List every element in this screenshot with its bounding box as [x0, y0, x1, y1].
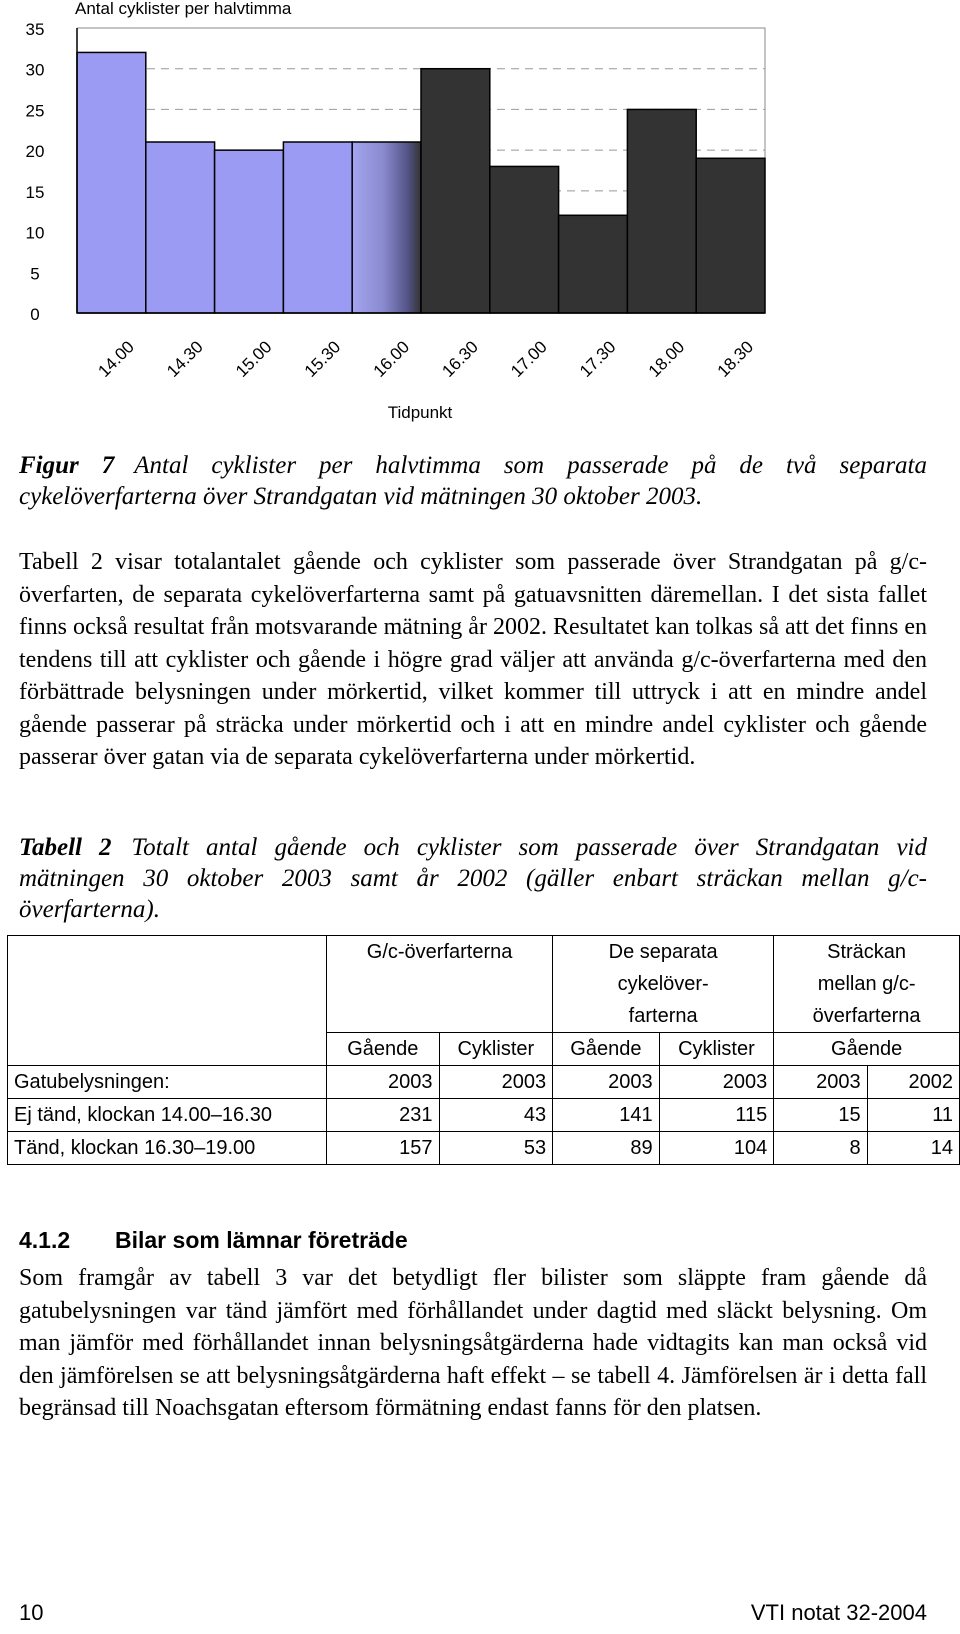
bar [215, 150, 284, 313]
sub-header: Gående [553, 1033, 660, 1066]
table-row [8, 1066, 960, 1099]
table-corner-cell [8, 936, 327, 1033]
group-header-separata: De separata cykelöver- farterna [553, 936, 774, 1033]
cell: 43 [439, 1099, 553, 1132]
cell: 8 [774, 1132, 867, 1165]
table-caption [19, 832, 927, 925]
section-number: 4.1.2 [19, 1227, 71, 1253]
x-tick-label: 18.30 [713, 337, 758, 381]
y-tick-label: 25 [25, 101, 45, 121]
group-header-strackan: Sträckan mellan g/c- överfarterna [774, 936, 960, 1033]
cell: 104 [659, 1132, 774, 1165]
y-tick-label: 5 [30, 264, 40, 284]
body-paragraph-1: Tabell 2 visar totalantalet gående och cyklister som passerade över Strandgatan på g/c-överfarten, de separata cykelöverfarterna samt på gatuavsnitten däremellan. I det sista fallet finns också resultat från motsvarande mätning år 2002. Resultatet kan tolkas så att det finns en tendens till att cyklister och gående i högre grad väljer att använda g/c-överfarterna med den förbättrade belysningen under mörkertid, vilket kommer till uttryck i att en mindre andel gående passerar på sträcka under mörkertid och i att en mindre andel cyklister och gående passerar över gatan via de separata cykelöverfarterna under mörkertid. [19, 549, 927, 770]
cell: 2003 [659, 1066, 774, 1099]
row-label: Gatubelysningen: [8, 1066, 327, 1099]
y-tick-label: 30 [25, 60, 45, 80]
x-tick-label: 14.30 [163, 337, 207, 381]
sub-header: Cyklister [659, 1033, 774, 1066]
cell: 2003 [774, 1066, 867, 1099]
bar [627, 109, 696, 313]
cell: 2003 [553, 1066, 660, 1099]
row-label: Tänd, klockan 16.30–19.00 [8, 1132, 327, 1165]
cell: 2003 [327, 1066, 439, 1099]
table-row [8, 1099, 960, 1132]
x-tick-label: 16.00 [369, 337, 414, 381]
group-header-gc: G/c-överfarterna [327, 936, 553, 1033]
y-tick-label: 0 [30, 305, 40, 324]
cell: 89 [553, 1132, 660, 1165]
cell: 2003 [439, 1066, 553, 1099]
bar [146, 142, 215, 313]
bar [77, 52, 146, 313]
cell: 15 [774, 1099, 867, 1132]
bar [352, 142, 421, 313]
table-label: Tabell 2 [19, 834, 112, 861]
table-subheader-blank [8, 1033, 327, 1066]
body-paragraph-2: Som framgår av tabell 3 var det betydligt fler bilister som släppte fram gående då gatubelysningen var tänd jämfört med förhållandet under dagtid med släckt belysning. Om man jämför med förhållandet innan belysningsåtgärderna hade vidtagits kan man också vid den jämförelsen se att belysningsåtgärderna haft effekt – se tabell 4. Jämförelsen är i detta fall begränsad till Noachsgatan eftersom förmätning endast fanns för den platsen. [19, 1265, 927, 1421]
section-title: Bilar som lämnar företräde [115, 1227, 408, 1253]
x-tick-label: 17.00 [507, 337, 551, 381]
sub-header: Gående [774, 1033, 960, 1066]
y-tick-label: 20 [25, 142, 45, 162]
bar [421, 69, 490, 313]
section-heading [19, 1227, 408, 1254]
row-label: Ej tänd, klockan 14.00–16.30 [8, 1099, 327, 1132]
y-tick-label: 10 [25, 223, 45, 243]
x-tick-label: 18.00 [644, 337, 689, 381]
cell: 115 [659, 1099, 774, 1132]
y-tick-label: 35 [25, 20, 45, 39]
y-tick-label: 15 [25, 182, 45, 202]
x-axis-label: Tidpunkt [387, 403, 453, 422]
x-tick-label: 17.30 [575, 337, 620, 381]
cell: 53 [439, 1132, 553, 1165]
chart-title: Antal cyklister per halvtimma [75, 0, 292, 18]
cell: 231 [327, 1099, 439, 1132]
cell: 157 [327, 1132, 439, 1165]
sub-header: Gående [327, 1033, 439, 1066]
cell: 11 [867, 1099, 959, 1132]
publication-id: VTI notat 32-2004 [750, 1600, 927, 1625]
bar-chart [0, 0, 960, 430]
figure-text: Antal cyklister per halvtimma som passerade på de två separata cykelöverfarterna över Strandgatan vid mätningen 30 oktober 2003. [19, 452, 927, 510]
x-tick-label: 15.00 [231, 337, 276, 381]
table-group-header-row [8, 936, 960, 1033]
bar [283, 142, 352, 313]
cell: 14 [867, 1132, 959, 1165]
x-tick-label: 16.30 [438, 337, 482, 381]
page-number: 10 [19, 1600, 44, 1625]
figure-label: Figur 7 [19, 452, 115, 479]
x-tick-label: 14.00 [94, 337, 138, 381]
table-sub-header-row [8, 1033, 960, 1066]
bar [696, 158, 765, 313]
cell: 141 [553, 1099, 660, 1132]
results-table [7, 935, 960, 1165]
table-row [8, 1132, 960, 1165]
sub-header: Cyklister [439, 1033, 553, 1066]
table-caption-text: Totalt antal gående och cyklister som passerade över Strandgatan vid mätningen 30 oktober 2003 samt år 2002 (gäller enbart sträckan mellan g/c-överfarterna). [19, 834, 927, 923]
x-tick-label: 15.30 [300, 337, 345, 381]
figure-caption [19, 450, 927, 512]
cell: 2002 [867, 1066, 959, 1099]
bar [490, 166, 559, 313]
bar [559, 215, 628, 313]
